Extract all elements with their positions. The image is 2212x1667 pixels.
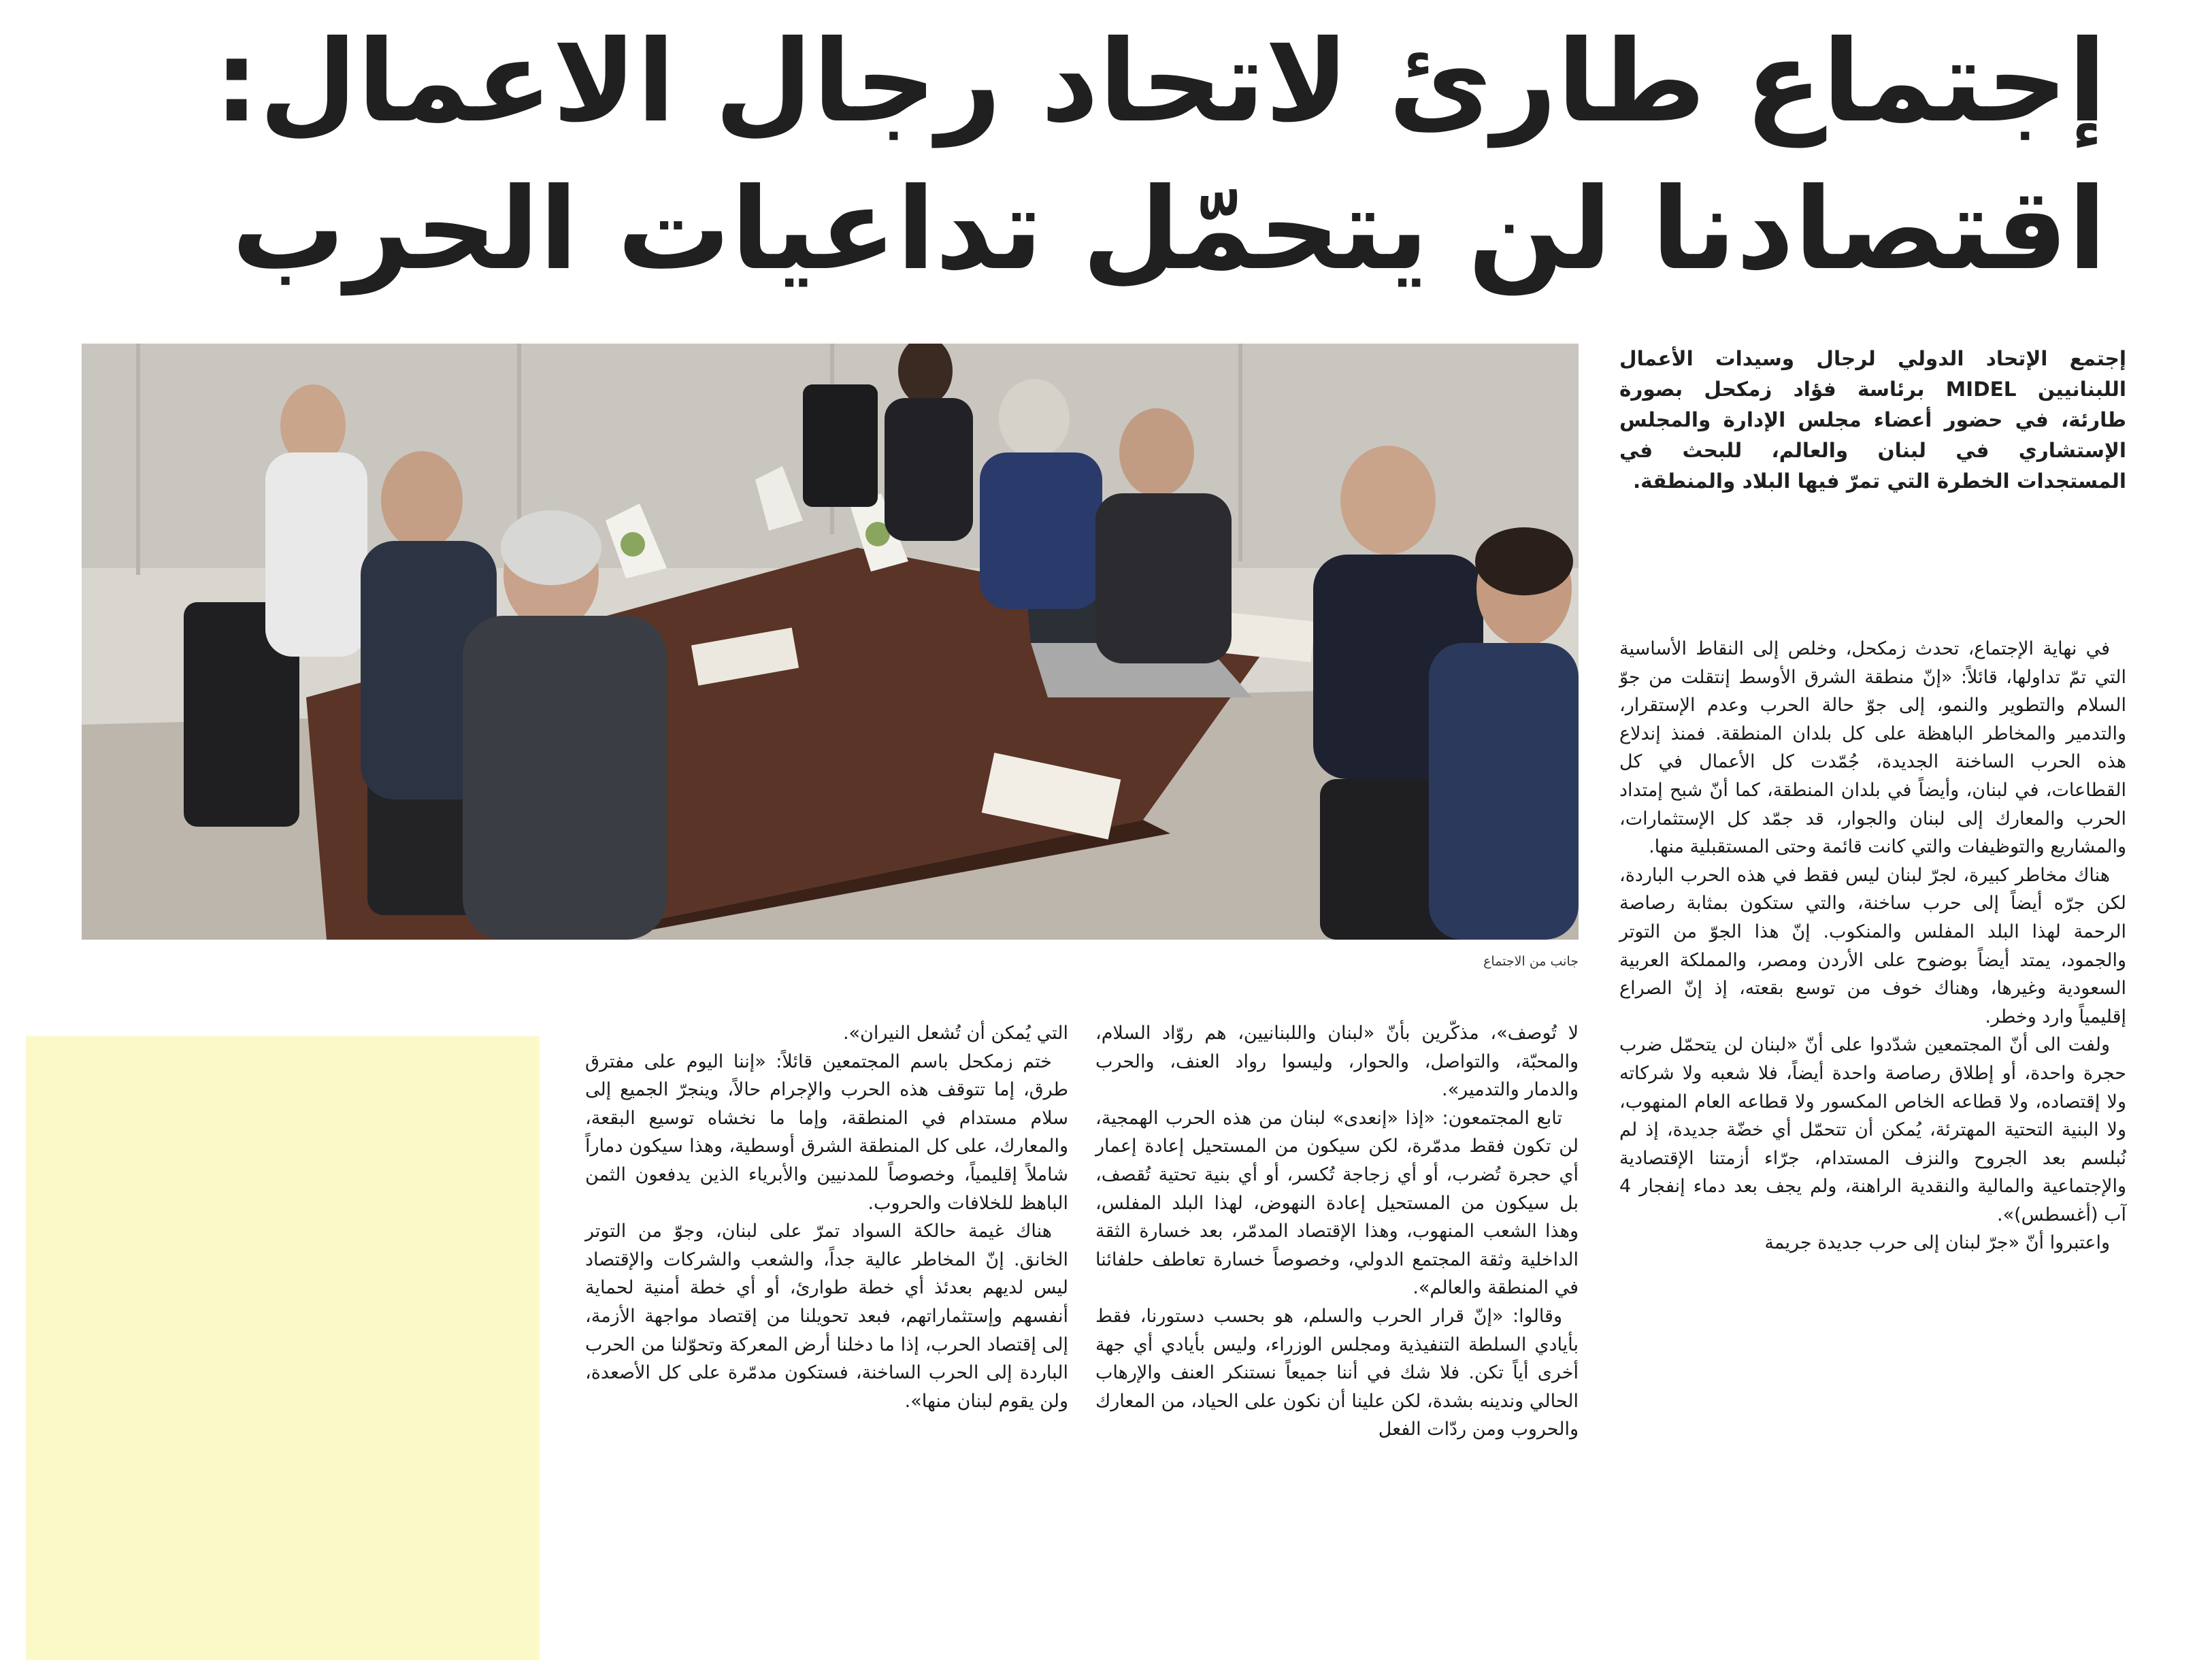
meeting-photo	[82, 344, 1579, 940]
headline-line-1: إجتماع طارئ لاتحاد رجال الاعمال:	[214, 16, 2107, 148]
photo-caption: جانب من الاجتماع	[1483, 954, 1579, 969]
headline-line-2: اقتصادنا لن يتحمّل تداعيات الحرب	[231, 164, 2107, 295]
article-paragraph: لا تُوصف»، مذكّرين بأنّ «لبنان واللبنانيين، هم روّاد السلام، والمحبّة، والتواصل، والحوار، وليسوا رواد العنف، والحرب والدمار والتدمير».	[1095, 1023, 1579, 1101]
lead-paragraph: إجتمع الإتحاد الدولي لرجال وسيدات الأعمال اللبنانيين MIDEL برئاسة فؤاد زمكحل بصورة طارئة، في حضور أعضاء مجلس الإدارة والمجلس الإستشاري في لبنان والعالم، للبحث في المستجدات الخطرة التي تمرّ فيها البلاد والمنطقة.	[1619, 347, 2126, 493]
article-paragraph: ولفت الى أنّ المجتمعين شدّدوا على أنّ «لبنان لن يتحمّل ضرب حجرة واحدة، أو إطلاق رصاصة واحدة أيضاً، فلا شعبه ولا شركاته ولا إقتصاده، ولا قطاعه الخاص المكسور ولا قطاعه العام المنهوب، ولا البنية التحتية المهترئة، يُمكن أن تتحمّل أي خضّة جديدة، إذ لم نُبلسم بعد الجروح والنزف المستدام، جرّاء أزمتنا الإقتصادية والإجتماعية والمالية والنقدية الراهنة، ولم يجف بعد دماء إنفجار 4 آب (أغسطس)».	[1619, 1034, 2126, 1225]
article-column-2	[1095, 1019, 1579, 1652]
highlight-box	[26, 1036, 540, 1660]
article-column-3	[585, 1019, 1068, 1652]
article-paragraph: واعتبروا أنّ «جرّ لبنان إلى حرب جديدة جريمة	[1764, 1232, 2110, 1254]
article-paragraph: في نهاية الإجتماع، تحدث زمكحل، وخلص إلى النقاط الأساسية التي تمّ تداولها، قائلاً: «إنّ منطقة الشرق الأوسط إنتقلت من جوّ السلام والتطوير والنمو، إلى جوّ حالة الحرب وعدم الإستقرار، والتدمير والمخاطر الباهظة على كل بلدان المنطقة. فمنذ إندلاع هذه الحرب الساخنة الجديدة، جُمّدت كل الأعمال في كل القطاعات، في لبنان، وأيضاً في بلدان المنطقة، كما أنّ شبح إمتداد الحرب والمعارك إلى لبنان والجوار، قد جمّد كل الإستثمارات، والمشاريع والتوظيفات والتي كانت قائمة وحتى المستقبلية منها.	[1619, 638, 2126, 858]
article-paragraph: هناك مخاطر كبيرة، لجرّ لبنان ليس فقط في هذه الحرب الباردة، لكن جرّه أيضاً إلى حرب ساخنة، والتي ستكون بمثابة رصاصة الرحمة لهذا البلد المفلس والمنكوب. إنّ هذا الجوّ من التوتر والجمود، يمتد أيضاً بوضوح على الأردن ومصر، والمملكة العربية السعودية وغيرها، وهناك خوف من توسع بقعته، إذ إنّ الصراع إقليمياً وارد وخطر.	[1619, 864, 2126, 1027]
article-paragraph: التي يُمكن أن تُشعل النيران».	[842, 1023, 1068, 1044]
article-paragraph: تابع المجتمعون: «إذا «إنعدى» لبنان من هذه الحرب الهمجية، لن تكون فقط مدمّرة، لكن سيكون من المستحيل إعادة إعمار أي حجرة تُضرب، أو أي زجاجة تُكسر، أو أي بنية تحتية تُقصف، بل سيكون من المستحيل إعادة النهوض، لهذا البلد المفلس، وهذا الشعب المنهوب، وهذا الإقتصاد المدمّر، بعد خسارة الثقة الداخلية وثقة المجتمع الدولي، وخصوصاً خسارة تعاطف حلفائنا في المنطقة والعالم».	[1095, 1107, 1579, 1299]
article-paragraph: ختم زمكحل باسم المجتمعين قائلاً: «إننا اليوم على مفترق طرق، إما تتوقف هذه الحرب والإجرام حالاً، وينجرّ الجميع إلى سلام مستدام في المنطقة، وإما ما نخشاه توسيع البقعة، والمعارك، على كل المنطقة الشرق أوسطية، وهذا سيكون دماراً شاملاً إقليمياً، وخصوصاً للمدنيين والأبرياء الذين يدفعون الثمن الباهظ للخلافات والحروب.	[585, 1051, 1068, 1214]
article-paragraph: وقالوا: «إنّ قرار الحرب والسلم، هو بحسب دستورنا، فقط بأيادي السلطة التنفيذية ومجلس الوزراء، وليس بأيادي أي جهة أخرى أياً تكن. فلا شك في أننا جميعاً نستنكر العنف والإرهاب الحالي وندينه بشدة، لكن علينا أن نكون على الحياد، من المعارك والحروب ومن ردّات الفعل	[1095, 1305, 1579, 1440]
article-paragraph: هناك غيمة حالكة السواد تمرّ على لبنان، وجوّ من التوتر الخانق. إنّ المخاطر عالية جداً، والشعب والشركات والإقتصاد ليس لديهم بعدئذ أي خطة طوارئ، أو أي خطة أمنية لحماية أنفسهم وإستثماراتهم، فبعد تحويلنا من إقتصاد مواجهة الأزمة، إلى إقتصاد الحرب، إذا ما دخلنا أرض المعركة وتحوّلنا من الحرب الباردة إلى الحرب الساخنة، فستكون مدمّرة على كل الأصعدة، ولن يقوم لبنان منها».	[585, 1221, 1068, 1412]
article-column-1	[1619, 635, 2126, 1652]
